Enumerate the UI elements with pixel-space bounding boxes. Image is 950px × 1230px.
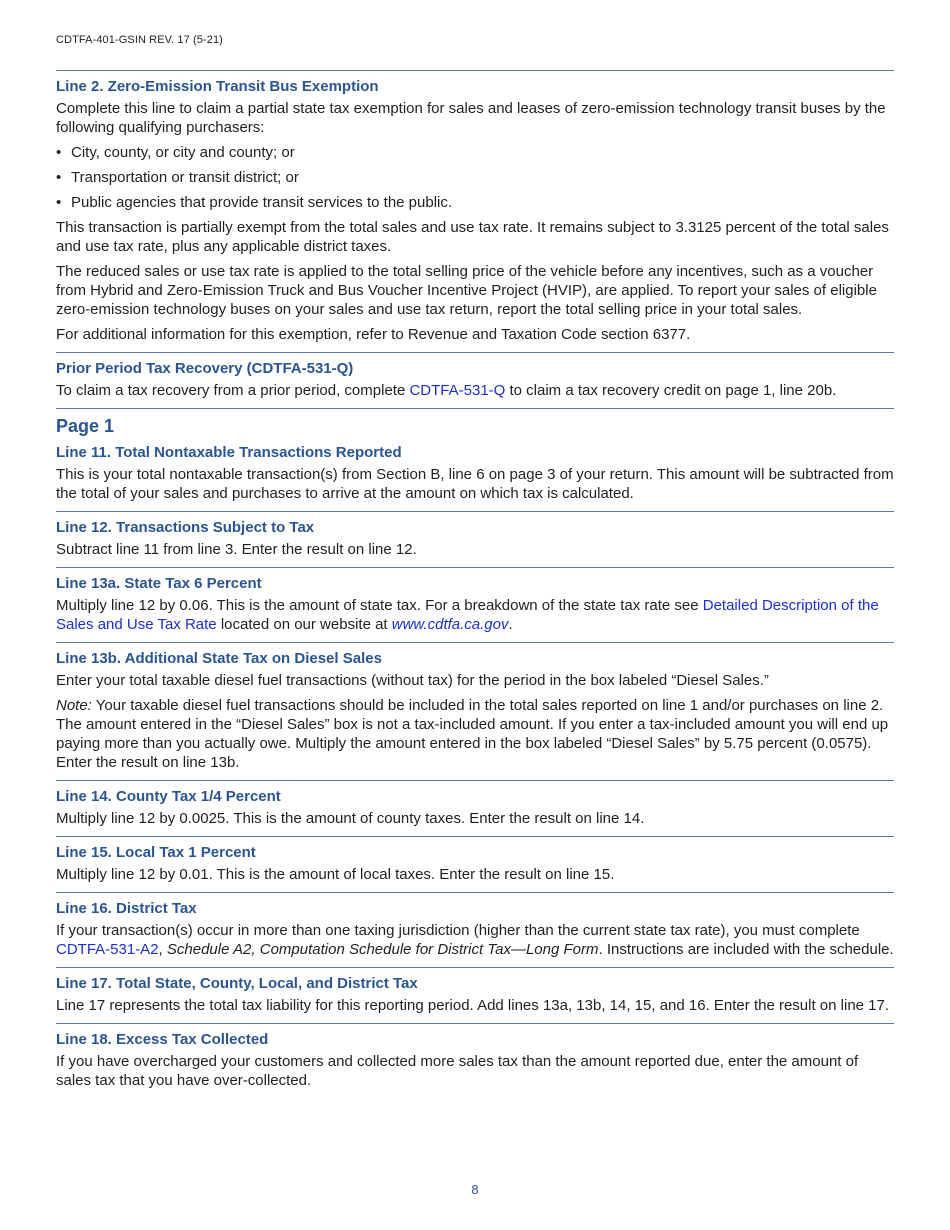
schedule-title: Schedule A2, Computation Schedule for District Tax—Long Form	[166, 941, 599, 958]
divider	[56, 1023, 894, 1024]
section-line-16	[56, 900, 894, 967]
document-body	[56, 70, 894, 1098]
section-line-18	[56, 1031, 894, 1098]
divider	[56, 511, 894, 512]
text: . Instructions are included with the schedule.	[598, 941, 894, 958]
section-prior-period	[56, 360, 894, 408]
text: To claim a tax recovery from a prior period, complete	[56, 382, 410, 399]
website-link[interactable]: www.cdtfa.ca.gov	[391, 616, 509, 633]
purchaser-list	[56, 143, 894, 212]
tax-rate-description-link[interactable]: Detailed Description of the Sales and Use Tax Rate	[56, 597, 879, 633]
section-heading: Line 15. Local Tax 1 Percent	[56, 844, 256, 861]
divider	[56, 352, 894, 353]
section-heading: Prior Period Tax Recovery (CDTFA-531-Q)	[56, 360, 354, 377]
text: If your transaction(s) occur in more than one taxing jurisdiction (higher than the current state tax rate), you must complete	[56, 922, 860, 939]
divider	[56, 642, 894, 643]
text: to claim a tax recovery credit on page 1, line 20b.	[505, 382, 837, 399]
list-item: • Transportation or transit district; or	[56, 168, 894, 187]
paragraph: Multiply line 12 by 0.0025. This is the amount of county taxes. Enter the result on line 14.	[56, 810, 645, 827]
paragraph: Enter your total taxable diesel fuel transactions (without tax) for the period in the box labeled “Diesel Sales.”	[56, 672, 769, 689]
text: .	[508, 616, 513, 633]
text: Your taxable diesel fuel transactions should be included in the total sales reported on line 1 and/or purchases on line 2. The amount entered in the “Diesel Sales” box is not a tax-included amount. If you enter a tax-included amount you will end up paying more than you actually owe. Multiply the amount entered in the box labeled “Diesel Sales” by 5.75 percent (0.0575). Enter the result on line 13b.	[56, 697, 889, 771]
cdtfa-531-q-link[interactable]: CDTFA-531-Q	[409, 382, 506, 399]
section-heading: Line 17. Total State, County, Local, and District Tax	[56, 975, 418, 992]
text: Multiply line 12 by 0.06. This is the amount of state tax. For a breakdown of the state tax rate see	[56, 597, 703, 614]
divider	[56, 567, 894, 568]
paragraph	[56, 596, 894, 634]
divider	[56, 780, 894, 781]
section-heading: Line 12. Transactions Subject to Tax	[56, 519, 315, 536]
note-label: Note:	[56, 697, 92, 714]
section-line-13a	[56, 575, 894, 642]
divider	[56, 836, 894, 837]
section-line-2	[56, 78, 894, 352]
paragraph	[56, 381, 894, 400]
text: ,	[158, 941, 167, 958]
section-line-14	[56, 788, 894, 836]
section-line-15	[56, 844, 894, 892]
note-paragraph	[56, 696, 894, 772]
paragraph: The reduced sales or use tax rate is applied to the total selling price of the vehicle before any incentives, such as a voucher from Hybrid and Zero-Emission Truck and Bus Voucher Incentive Project (HVIP), are applied. To report your sales of eligible zero-emission technology buses on your sales and use tax return, report the total selling price in your total sales.	[56, 263, 877, 318]
page-1-heading: Page 1	[56, 416, 115, 436]
divider	[56, 967, 894, 968]
section-heading: Line 2. Zero-Emission Transit Bus Exemption	[56, 78, 379, 95]
section-heading: Line 18. Excess Tax Collected	[56, 1031, 269, 1048]
paragraph: Subtract line 11 from line 3. Enter the result on line 12.	[56, 541, 417, 558]
section-line-11	[56, 444, 894, 511]
section-line-17	[56, 975, 894, 1023]
section-heading: Line 13b. Additional State Tax on Diesel Sales	[56, 650, 382, 667]
section-heading: Line 14. County Tax 1/4 Percent	[56, 788, 281, 805]
section-heading: Line 11. Total Nontaxable Transactions Reported	[56, 444, 402, 461]
divider	[56, 70, 894, 71]
paragraph: Line 17 represents the total tax liability for this reporting period. Add lines 13a, 13b, 14, 15, and 16. Enter the result on line 17.	[56, 997, 890, 1014]
section-heading: Line 16. District Tax	[56, 900, 197, 917]
divider	[56, 408, 894, 409]
paragraph: If you have overcharged your customers and collected more sales tax than the amount reported due, enter the amount of sales tax that you have over-collected.	[56, 1053, 859, 1089]
paragraph	[56, 921, 894, 959]
section-line-12	[56, 519, 894, 567]
section-intro: Complete this line to claim a partial state tax exemption for sales and leases of zero-emission technology transit buses by the following qualifying purchasers:	[56, 100, 886, 136]
form-id: CDTFA-401-GSIN REV. 17 (5-21)	[56, 34, 223, 46]
cdtfa-531-a2-link[interactable]: CDTFA-531-A2	[56, 941, 159, 958]
section-line-13b	[56, 650, 894, 780]
list-item: • City, county, or city and county; or	[56, 143, 894, 162]
paragraph: For additional information for this exemption, refer to Revenue and Taxation Code section 6377.	[56, 326, 691, 343]
paragraph: This is your total nontaxable transaction(s) from Section B, line 6 on page 3 of your return. This amount will be subtracted from the total of your sales and purchases to arrive at the amount on which tax is calculated.	[56, 466, 894, 502]
list-item: • Public agencies that provide transit services to the public.	[56, 193, 894, 212]
divider	[56, 892, 894, 893]
paragraph: Multiply line 12 by 0.01. This is the amount of local taxes. Enter the result on line 15.	[56, 866, 615, 883]
page-number: 8	[471, 1182, 479, 1197]
text: located on our website at	[216, 616, 392, 633]
paragraph: This transaction is partially exempt from the total sales and use tax rate. It remains subject to 3.3125 percent of the total sales and use tax rate, plus any applicable district taxes.	[56, 219, 889, 255]
section-heading: Line 13a. State Tax 6 Percent	[56, 575, 262, 592]
